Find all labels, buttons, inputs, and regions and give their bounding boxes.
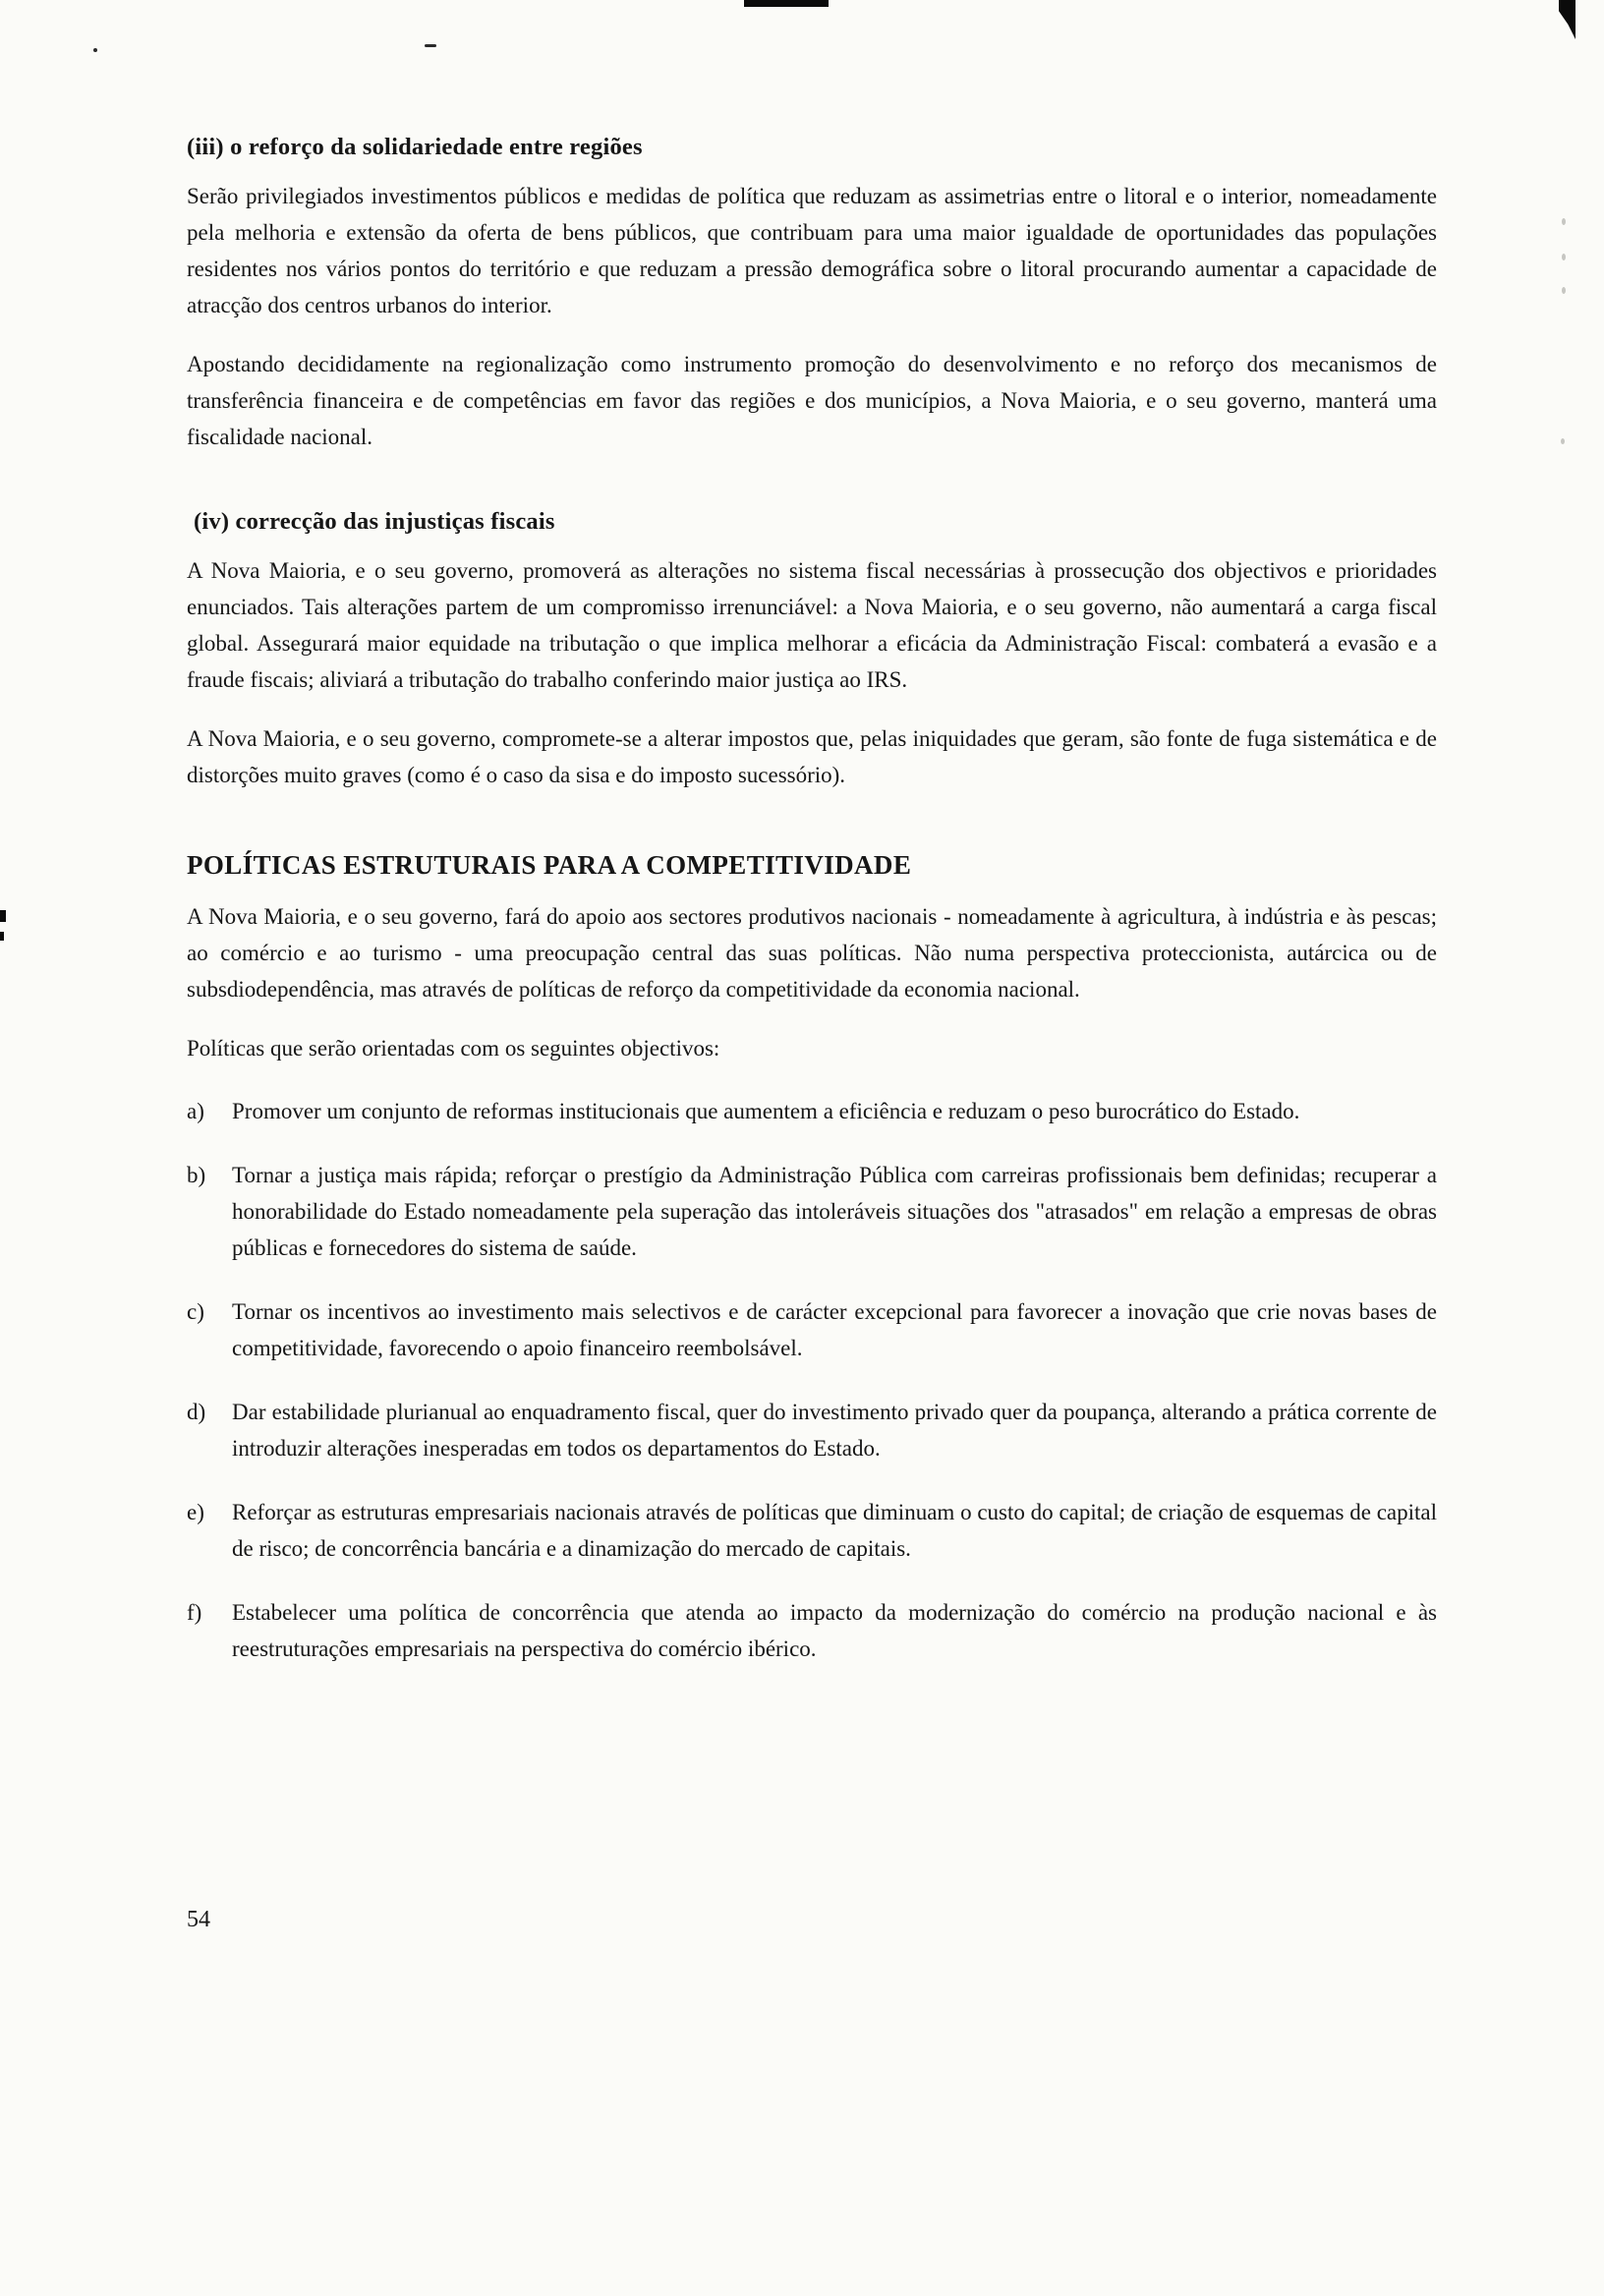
scan-speck (93, 48, 97, 52)
section-heading-politicas-estruturais: POLÍTICAS ESTRUTURAIS PARA A COMPETITIVIDADE (187, 850, 912, 880)
scan-artifact-left-tick (0, 932, 4, 941)
section-heading-iv: (iv) correcção das injustiças fiscais (194, 508, 555, 535)
list-item-text: Promover um conjunto de reformas institucionais que aumentem a eficiência e reduzam o peso burocrático do Estado. (232, 1099, 1300, 1123)
paragraph: A Nova Maioria, e o seu governo, promoverá as alterações no sistema fiscal necessárias à prossecução dos objectivos e prioridades enunciados. Tais alterações partem de um compromisso irrenunciável: a Nova Maioria, e o seu governo, não aumentará a carga fiscal global. Assegurará maior equidade na tributação o que implica melhorar a eficácia da Administração Fiscal: combaterá a evasão e a fraude fiscais; aliviará a tributação do trabalho conferindo maior justiça ao IRS. (187, 558, 1437, 692)
scan-artifact-left-tick (0, 910, 6, 922)
list-item-text: Tornar os incentivos ao investimento mais selectivos e de carácter excepcional para favorecer a inovação que crie novas bases de competitividade, favorecendo o apoio financeiro reembolsável. (232, 1299, 1437, 1360)
list-item-text: Reforçar as estruturas empresariais nacionais através de políticas que diminuam o custo do capital; de criação de esquemas de capital de risco; de concorrência bancária e a dinamização do mercado de capitais. (232, 1500, 1437, 1561)
list-item-text: Estabelecer uma política de concorrência que atenda ao impacto da modernização do comércio na produção nacional e às reestruturações empresariais na perspectiva do comércio ibérico. (232, 1600, 1437, 1661)
scan-speck (1562, 218, 1566, 225)
scan-speck (425, 44, 436, 47)
scan-speck (1562, 254, 1566, 260)
scan-speck (1562, 287, 1566, 294)
paragraph: A Nova Maioria, e o seu governo, compromete-se a alterar impostos que, pelas iniquidades que geram, são fonte de fuga sistemática e de distorções muito graves (como é o caso da sisa e do imposto sucessório). (187, 726, 1437, 787)
scan-artifact-corner-mark (1559, 0, 1575, 39)
list-item (187, 1494, 1437, 1567)
list-item-label: c) (187, 1299, 204, 1324)
paragraph: A Nova Maioria, e o seu governo, fará do apoio aos sectores produtivos nacionais - nomeadamente à agricultura, à indústria e às pescas; ao comércio e ao turismo - uma preocupação central das suas políticas. Não numa perspectiva proteccionista, autárcica ou de subsdiodependência, mas através de políticas de reforço da competitividade da economia nacional. (187, 904, 1437, 1002)
scan-artifact-top-bar (744, 0, 829, 7)
list-item (187, 1594, 1437, 1667)
list-item-label: a) (187, 1099, 204, 1123)
list-item-text: Dar estabilidade plurianual ao enquadramento fiscal, quer do investimento privado quer da poupança, alterando a prática corrente de introduzir alterações inesperadas em todos os departamentos do Estado. (232, 1400, 1437, 1461)
section-heading-iii: (iii) o reforço da solidariedade entre regiões (187, 134, 643, 160)
list-item-label: e) (187, 1500, 204, 1524)
paragraph: Serão privilegiados investimentos públicos e medidas de política que reduzam as assimetrias entre o litoral e o interior, nomeadamente pela melhoria e extensão da oferta de bens públicos, que contribuam para uma maior igualdade de oportunidades das populações residentes nos vários pontos do território e que reduzam a pressão demográfica sobre o litoral procurando aumentar a capacidade de atracção dos centros urbanos do interior. (187, 184, 1437, 317)
list-item (187, 1394, 1437, 1466)
list-item-label: f) (187, 1600, 202, 1625)
list-item (187, 1093, 1437, 1129)
list-item-label: d) (187, 1400, 206, 1424)
paragraph-list-intro: Políticas que serão orientadas com os seguintes objectivos: (187, 1036, 720, 1061)
paragraph: Apostando decididamente na regionalização como instrumento promoção do desenvolvimento e no reforço dos mecanismos de transferência financeira e de competências em favor das regiões e dos municípios, a Nova Maioria, e o seu governo, manterá uma fiscalidade nacional. (187, 352, 1437, 449)
list-item-label: b) (187, 1163, 206, 1187)
objectives-list (187, 1093, 1437, 1667)
list-item-text: Tornar a justiça mais rápida; reforçar o prestígio da Administração Pública com carreiras profissionais bem definidas; recuperar a honorabilidade do Estado nomeadamente pela superação das intoleráveis situações dos "atrasados" em relação a empresas de obras públicas e fornecedores do sistema de saúde. (232, 1163, 1437, 1260)
page-number: 54 (187, 1907, 210, 1932)
list-item (187, 1157, 1437, 1266)
scan-speck (1561, 438, 1565, 444)
document-content (187, 134, 1437, 1694)
list-item (187, 1293, 1437, 1366)
